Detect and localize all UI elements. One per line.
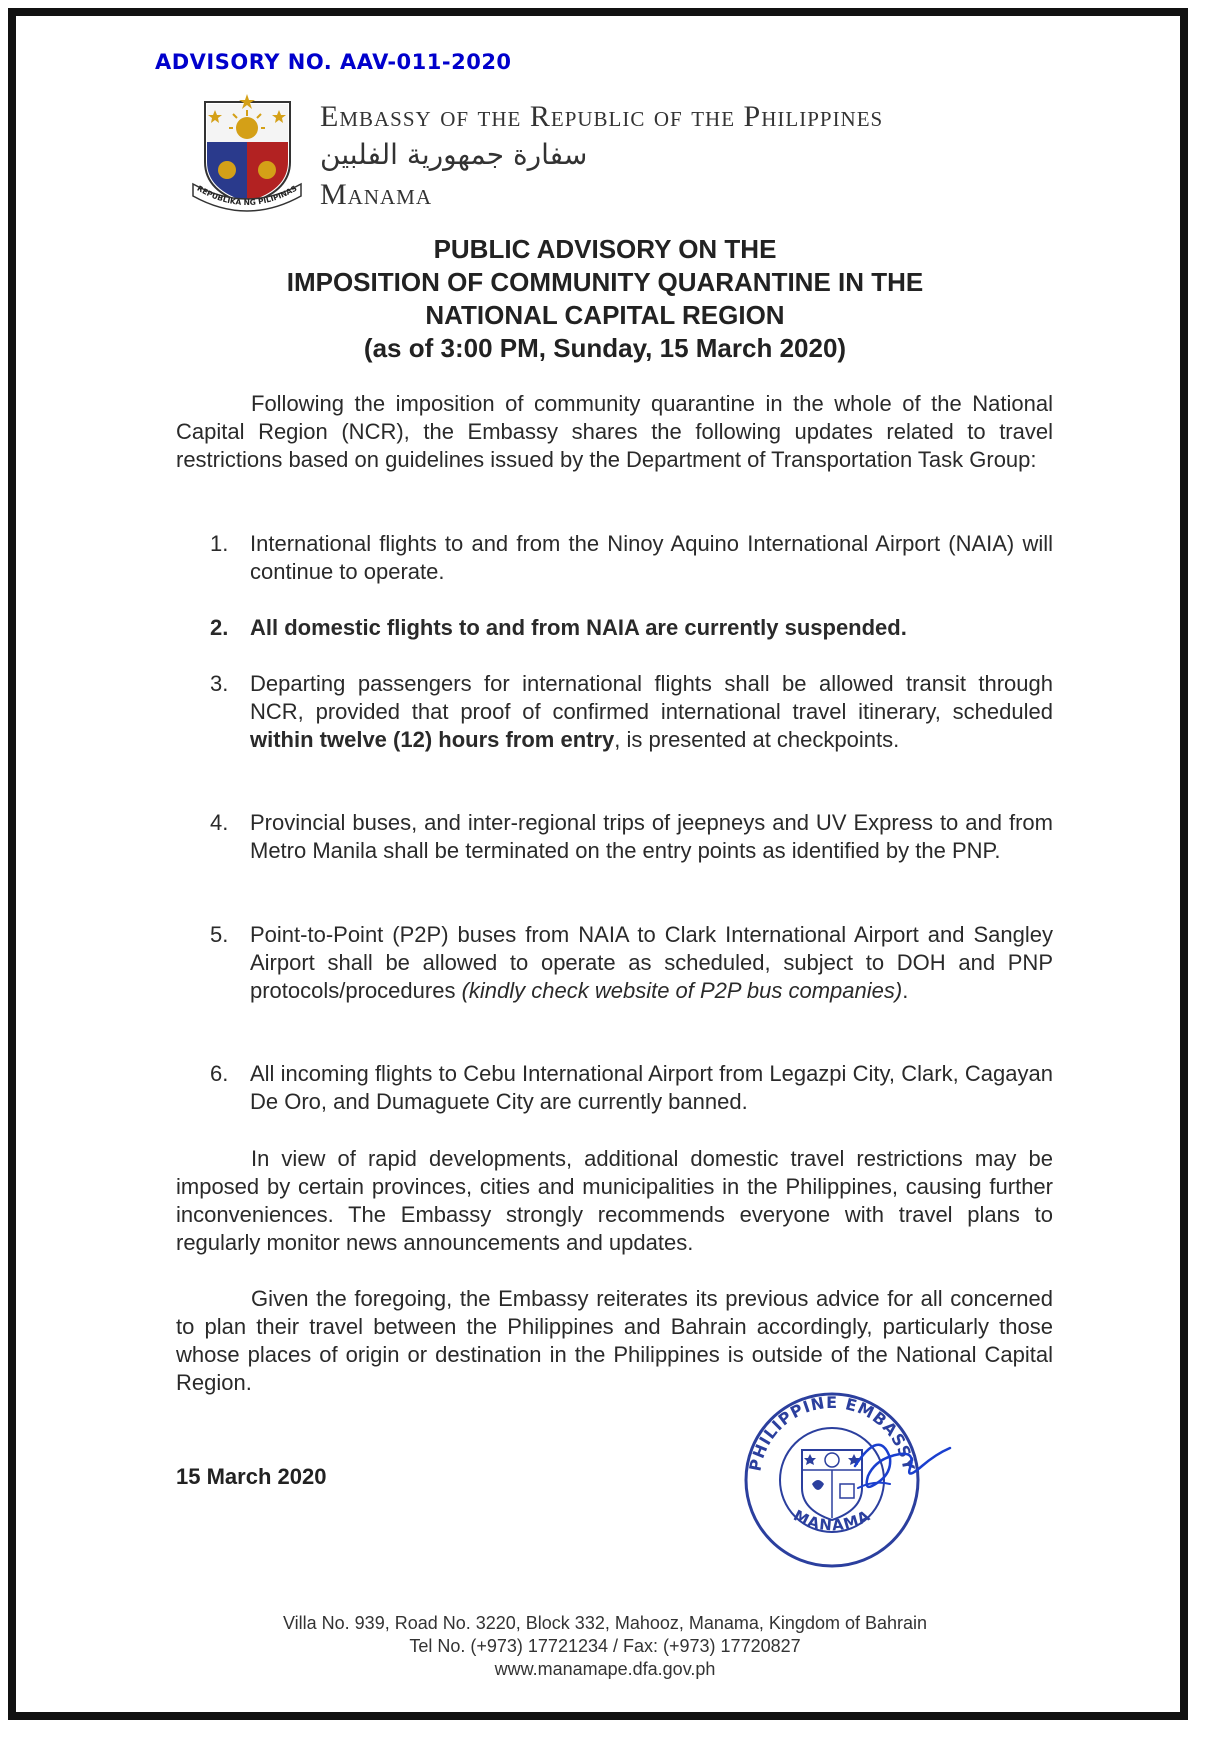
embassy-name: Embassy of the Republic of the Philippines (320, 100, 884, 133)
intro-paragraph: Following the imposition of community quarantine in the whole of the National Capital Region (NCR), the Embassy shares the following updates related to travel restrictions based on guidelines issued by the Department of Transportation Task Group: (176, 391, 1053, 472)
list-number: 6. (210, 1061, 229, 1086)
list-number: 3. (210, 671, 229, 696)
footer-website: www.manamape.dfa.gov.ph (494, 1659, 716, 1679)
developments-paragraph: In view of rapid developments, additional domestic travel restrictions may be imposed by certain provinces, cities and municipalities in the Philippines, causing further inconveniences. The Embassy strongly recommends everyone with travel plans to regularly monitor news announcements and updates. (176, 1146, 1053, 1255)
svg-text:PHILIPPINE EMBASSY (745, 1393, 918, 1473)
footer (160, 1612, 1050, 1681)
seal-text: REPUBLIKA NG PILIPINAS (195, 183, 299, 208)
philippine-seal-icon (185, 92, 310, 217)
list-item-6 (210, 1060, 1053, 1116)
embassy-city: Manama (320, 178, 433, 211)
embassy-name-arabic: سفارة جمهورية الفلبين (320, 138, 588, 171)
list-item-1 (210, 530, 1053, 586)
list-text-emphasis: within twelve (12) hours from entry (250, 727, 615, 752)
list-item-4 (210, 809, 1053, 865)
list-text-part: , is presented at checkpoints. (614, 727, 900, 752)
document-date: 15 March 2020 (176, 1464, 327, 1489)
foregoing-paragraph: Given the foregoing, the Embassy reiterates its previous advice for all concerned to plan their travel between the Philippines and Bahrain accordingly, particularly those whose places of origin or destination in the Philippines is outside of the National Capital Region. (176, 1286, 1053, 1395)
list-item-5 (210, 921, 1053, 1005)
list-text: All incoming flights to Cebu International Airport from Legazpi City, Clark, Cagayan De Oro, and Dumaguete City are currently banned. (250, 1061, 1053, 1114)
stamp-bottom-text: MANAMA (790, 1506, 874, 1535)
list-text: International flights to and from the Ninoy Aquino International Airport (NAIA) will continue to operate. (250, 531, 1053, 584)
title-line-3: NATIONAL CAPITAL REGION (425, 300, 785, 330)
list-text-part: Departing passengers for international flights shall be allowed transit through NCR, provided that proof of confirmed international travel itinerary, scheduled (250, 671, 1053, 724)
embassy-stamp-icon (740, 1388, 970, 1568)
title-line-1: PUBLIC ADVISORY ON THE (433, 234, 777, 264)
list-text-italic: (kindly check website of P2P bus companies) (461, 978, 903, 1003)
list-text (250, 670, 1053, 754)
footer-phone: Tel No. (+973) 17721234 / Fax: (+973) 17720827 (409, 1636, 801, 1656)
stamp-top-text: PHILIPPINE EMBASSY (745, 1392, 919, 1473)
list-text: All domestic flights to and from NAIA are currently suspended. (250, 615, 907, 640)
list-item-2 (210, 614, 1053, 642)
advisory-number: ADVISORY NO. AAV-011-2020 (155, 50, 512, 74)
list-number: 5. (210, 922, 229, 947)
list-text: Provincial buses, and inter-regional trips of jeepneys and UV Express to and from Metro Manila shall be terminated on the entry points as identified by the PNP. (250, 810, 1053, 863)
title-line-2: IMPOSITION OF COMMUNITY QUARANTINE IN THE (286, 267, 924, 297)
list-number: 2. (210, 615, 229, 640)
list-item-3 (210, 670, 1053, 754)
list-number: 4. (210, 810, 229, 835)
list-number: 1. (210, 531, 229, 556)
list-text-part: . (902, 978, 909, 1003)
title-line-4: (as of 3:00 PM, Sunday, 15 March 2020) (363, 333, 847, 363)
advisory-title (160, 233, 1050, 365)
list-text-part: Point-to-Point (P2P) buses from NAIA to Clark International Airport and Sangley Airport shall be allowed to operate as scheduled, subject to DOH and PNP protocols/procedures (250, 922, 1053, 1003)
footer-address: Villa No. 939, Road No. 3220, Block 332, Mahooz, Manama, Kingdom of Bahrain (282, 1613, 928, 1633)
list-text (250, 921, 1053, 1005)
